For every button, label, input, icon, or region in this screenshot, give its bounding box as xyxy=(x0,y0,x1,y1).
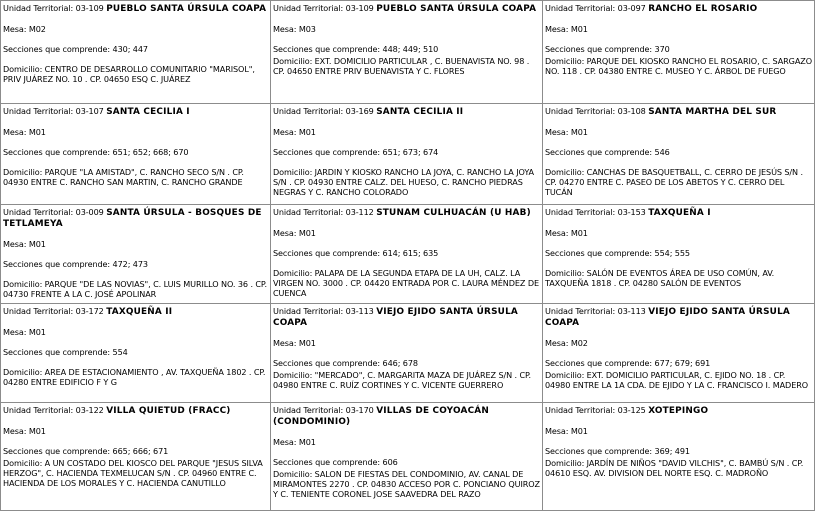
unidad-code: 03-172 xyxy=(75,306,107,316)
domicilio-value: EXT. DOMICILIO PARTICULAR, C. EJIDO NO. 18 . CP. 04980 ENTRE LA 1A CDA. DE EJIDO Y LA C. FRANCISCO I. MADERO xyxy=(545,370,808,390)
mesa-value: M01 xyxy=(28,327,46,337)
mesa-label: Mesa: xyxy=(273,437,299,447)
mesa-value: M01 xyxy=(298,338,316,348)
mesa-value: M01 xyxy=(570,127,588,137)
secciones-label: Secciones que comprende: xyxy=(545,446,655,456)
mesa xyxy=(273,228,540,238)
unidad-name: TAXQUEÑA I xyxy=(648,208,711,218)
secciones-label: Secciones que comprende: xyxy=(545,248,655,258)
domicilio-label: Domicilio: xyxy=(3,167,45,177)
mesa xyxy=(545,426,812,436)
domicilio xyxy=(273,469,540,499)
secciones-label: Secciones que comprende: xyxy=(273,147,383,157)
domicilio-value: PARQUE DEL KIOSKO RANCHO EL ROSARIO, C. SARGAZO NO. 118 . CP. 04380 ENTRE C. MUSEO Y C. ÁRBOL DE FUEGO xyxy=(545,56,812,76)
mesa-value: M02 xyxy=(28,24,46,34)
domicilio-value: EXT. DOMICILIO PARTICULAR , C. BUENAVISTA NO. 98 . CP. 04650 ENTRE PRIV BUENAVISTA Y C. FLORES xyxy=(273,56,530,76)
domicilio-value: CANCHAS DE BASQUETBALL, C. CERRO DE JESÚS S/N . CP. 04270 ENTRE C. PASEO DE LOS ABETOS Y C. CERRO DEL TUCÁN xyxy=(545,167,803,197)
secciones xyxy=(3,347,268,357)
secciones-label: Secciones que comprende: xyxy=(273,457,383,467)
mesa-label: Mesa: xyxy=(273,228,299,238)
unidad-code: 03-169 xyxy=(345,106,377,116)
polling-station-cell xyxy=(271,403,542,510)
secciones-label: Secciones que comprende: xyxy=(3,347,113,357)
secciones xyxy=(273,44,540,54)
mesa-label: Mesa: xyxy=(545,127,571,137)
domicilio xyxy=(545,56,812,76)
unidad-territorial xyxy=(3,207,268,229)
domicilio xyxy=(273,167,540,197)
secciones xyxy=(3,44,268,54)
unidad-territorial xyxy=(3,3,268,14)
unidad-label: Unidad Territorial: xyxy=(273,207,346,217)
polling-station-cell xyxy=(543,403,814,510)
secciones xyxy=(545,358,812,368)
unidad-name: VIEJO EJIDO SANTA ÚRSULA COAPA xyxy=(273,307,518,328)
unidad-label: Unidad Territorial: xyxy=(545,405,618,415)
domicilio xyxy=(545,268,812,288)
domicilio-label: Domicilio: xyxy=(273,167,315,177)
unidad-label: Unidad Territorial: xyxy=(545,3,618,13)
unidad-name: SANTA CECILIA I xyxy=(106,107,190,117)
domicilio xyxy=(3,167,268,187)
domicilio xyxy=(273,370,540,390)
unidad-name: SANTA CECILIA II xyxy=(376,107,464,117)
unidad-territorial xyxy=(273,207,540,218)
domicilio-label: Domicilio: xyxy=(273,469,315,479)
mesa-value: M01 xyxy=(28,426,46,436)
unidad-code: 03-113 xyxy=(345,306,377,316)
domicilio-value: PARQUE "LA AMISTAD", C. RANCHO SECO S/N . CP. 04930 ENTRE C. RANCHO SAN MARTIN, C. RANCHO GRANDE xyxy=(3,167,244,187)
mesa-value: M01 xyxy=(28,127,46,137)
domicilio-value: JARDIN Y KIOSKO RANCHO LA JOYA, C. RANCHO LA JOYA S/N . CP. 04930 ENTRE CALZ. DEL HUESO, C. RANCHO PIEDRAS NEGRAS Y C. RANCHO COLORADO xyxy=(273,167,534,197)
domicilio-value: "MERCADO", C. MARGARITA MAZA DE JUÁREZ S/N . CP. 04980 ENTRE C. RUÍZ CORTINES Y C. VICENTE GUERRERO xyxy=(273,370,532,390)
polling-station-cell xyxy=(543,304,814,402)
unidad-label: Unidad Territorial: xyxy=(3,306,76,316)
secciones xyxy=(273,248,540,258)
polling-station-cell xyxy=(1,205,270,303)
unidad-territorial xyxy=(273,3,540,14)
unidad-name: SANTA MARTHA DEL SUR xyxy=(648,107,777,117)
mesa-label: Mesa: xyxy=(545,24,571,34)
domicilio xyxy=(3,279,268,299)
domicilio xyxy=(3,458,268,488)
unidad-name: PUEBLO SANTA ÚRSULA COAPA xyxy=(106,4,267,14)
mesa xyxy=(3,426,268,436)
polling-station-cell xyxy=(1,403,270,510)
unidad-name: TAXQUEÑA II xyxy=(106,307,173,317)
domicilio-value: A UN COSTADO DEL KIOSCO DEL PARQUE "JESUS SILVA HERZOG", C. HACIENDA TEXMELUCAN S/N . CP. 04960 ENTRE C. HACIENDA DE LOS MORALES Y C. HACIENDA CANUTILLO xyxy=(3,458,263,488)
unidad-label: Unidad Territorial: xyxy=(3,3,76,13)
secciones-label: Secciones que comprende: xyxy=(3,147,113,157)
mesa-value: M01 xyxy=(298,437,316,447)
unidad-territorial xyxy=(3,405,268,416)
domicilio-label: Domicilio: xyxy=(545,167,587,177)
mesa-label: Mesa: xyxy=(273,127,299,137)
unidad-name: VILLA QUIETUD (FRACC) xyxy=(106,406,231,416)
secciones xyxy=(545,248,812,258)
secciones-label: Secciones que comprende: xyxy=(545,147,655,157)
polling-station-cell xyxy=(271,205,542,303)
secciones xyxy=(273,358,540,368)
mesa xyxy=(273,127,540,137)
secciones-label: Secciones que comprende: xyxy=(3,259,113,269)
domicilio-value: PALAPA DE LA SEGUNDA ETAPA DE LA UH, CALZ. LA VIRGEN NO. 3000 . CP. 04420 ENTRADA POR C. LAURA MÉNDEZ DE CUENCA xyxy=(273,268,539,298)
domicilio-label: Domicilio: xyxy=(545,458,587,468)
unidad-territorial xyxy=(273,405,540,427)
mesa xyxy=(273,24,540,34)
mesa xyxy=(273,437,540,447)
domicilio-value: PARQUE "DE LAS NOVIAS", C. LUIS MURILLO NO. 36 . CP. 04730 FRENTE A LA C. JOSÉ APOLINAR xyxy=(3,279,267,299)
secciones-label: Secciones que comprende: xyxy=(3,446,113,456)
unidad-name: VILLAS DE COYOACÁN (CONDOMINIO) xyxy=(273,406,489,427)
secciones-value: 651; 673; 674 xyxy=(382,147,439,157)
mesa-value: M01 xyxy=(570,228,588,238)
unidad-code: 03-170 xyxy=(345,405,377,415)
domicilio-value: SALON DE FIESTAS DEL CONDOMINIO, AV. CANAL DE MIRAMONTES 2270 . CP. 04830 ACCESO POR C. PONCIANO QUIROZ Y C. TENIENTE CORONEL JOSE SAAVEDRA DEL RAZO xyxy=(273,469,540,499)
unidad-territorial xyxy=(3,106,268,117)
secciones-value: 370 xyxy=(654,44,670,54)
polling-station-cell xyxy=(1,104,270,204)
secciones-value: 554; 555 xyxy=(654,248,690,258)
secciones xyxy=(273,457,540,467)
polling-station-cell xyxy=(271,104,542,204)
mesa xyxy=(3,239,268,249)
unidad-territorial xyxy=(273,106,540,117)
domicilio-label: Domicilio: xyxy=(545,56,587,66)
secciones-value: 448; 449; 510 xyxy=(382,44,439,54)
secciones-value: 665; 666; 671 xyxy=(112,446,169,456)
domicilio xyxy=(273,268,540,298)
mesa-label: Mesa: xyxy=(273,338,299,348)
secciones-label: Secciones que comprende: xyxy=(545,358,655,368)
secciones-label: Secciones que comprende: xyxy=(273,248,383,258)
secciones xyxy=(3,147,268,157)
polling-station-cell xyxy=(1,1,270,103)
mesa-label: Mesa: xyxy=(273,24,299,34)
unidad-territorial xyxy=(545,106,812,117)
mesa-label: Mesa: xyxy=(545,426,571,436)
unidad-label: Unidad Territorial: xyxy=(3,106,76,116)
unidad-name: XOTEPINGO xyxy=(648,406,709,416)
mesa-label: Mesa: xyxy=(545,228,571,238)
mesa-label: Mesa: xyxy=(3,24,29,34)
domicilio-label: Domicilio: xyxy=(273,268,315,278)
polling-station-cell xyxy=(271,304,542,402)
mesa-value: M01 xyxy=(298,127,316,137)
unidad-territorial xyxy=(545,405,812,416)
domicilio xyxy=(3,367,268,387)
unidad-name: PUEBLO SANTA ÚRSULA COAPA xyxy=(376,4,537,14)
mesa-label: Mesa: xyxy=(3,127,29,137)
secciones-label: Secciones que comprende: xyxy=(273,44,383,54)
domicilio-label: Domicilio: xyxy=(273,370,315,380)
domicilio-value: AREA DE ESTACIONAMIENTO , AV. TAXQUEÑA 1802 . CP. 04280 ENTRE EDIFICIO F Y G xyxy=(3,367,266,387)
polling-station-cell xyxy=(543,1,814,103)
secciones xyxy=(3,259,268,269)
secciones-label: Secciones que comprende: xyxy=(3,44,113,54)
polling-station-cell xyxy=(543,104,814,204)
secciones-value: 651; 652; 668; 670 xyxy=(112,147,189,157)
secciones xyxy=(545,44,812,54)
secciones xyxy=(545,147,812,157)
unidad-label: Unidad Territorial: xyxy=(273,405,346,415)
unidad-territorial xyxy=(545,3,812,14)
secciones-value: 614; 615; 635 xyxy=(382,248,439,258)
unidad-name: RANCHO EL ROSARIO xyxy=(648,4,758,14)
unidad-code: 03-097 xyxy=(617,3,649,13)
unidad-name: VIEJO EJIDO SANTA ÚRSULA COAPA xyxy=(545,307,790,328)
secciones-value: 677; 679; 691 xyxy=(654,358,711,368)
unidad-territorial xyxy=(3,306,268,317)
unidad-code: 03-153 xyxy=(617,207,649,217)
mesa-value: M02 xyxy=(570,338,588,348)
mesa-value: M01 xyxy=(298,228,316,238)
unidad-code: 03-125 xyxy=(617,405,649,415)
domicilio-value: CENTRO DE DESARROLLO COMUNITARIO "MARISOL", PRIV JUÁREZ NO. 10 . CP. 04650 ESQ C. JUÁREZ xyxy=(3,64,255,84)
domicilio-label: Domicilio: xyxy=(273,56,315,66)
secciones xyxy=(545,446,812,456)
unidad-label: Unidad Territorial: xyxy=(3,207,76,217)
unidad-code: 03-009 xyxy=(75,207,107,217)
domicilio-label: Domicilio: xyxy=(545,268,587,278)
unidad-name: STUNAM CULHUACÁN (U HAB) xyxy=(376,208,531,218)
mesa-value: M01 xyxy=(570,426,588,436)
secciones-label: Secciones que comprende: xyxy=(273,358,383,368)
unidad-label: Unidad Territorial: xyxy=(273,306,346,316)
mesa xyxy=(3,127,268,137)
mesa xyxy=(3,24,268,34)
unidad-code: 03-112 xyxy=(345,207,377,217)
unidad-name: SANTA ÚRSULA - BOSQUES DE TETLAMEYA xyxy=(3,208,262,229)
domicilio xyxy=(273,56,540,76)
unidad-territorial xyxy=(273,306,540,328)
unidad-code: 03-108 xyxy=(617,106,649,116)
mesa-label: Mesa: xyxy=(545,338,571,348)
domicilio-label: Domicilio: xyxy=(3,279,45,289)
mesa-value: M01 xyxy=(28,239,46,249)
mesa-value: M01 xyxy=(570,24,588,34)
secciones-value: 606 xyxy=(382,457,398,467)
unidad-label: Unidad Territorial: xyxy=(545,306,618,316)
secciones-value: 646; 678 xyxy=(382,358,418,368)
secciones xyxy=(3,446,268,456)
secciones-label: Secciones que comprende: xyxy=(545,44,655,54)
polling-station-cell xyxy=(271,1,542,103)
unidad-label: Unidad Territorial: xyxy=(273,3,346,13)
unidad-code: 03-122 xyxy=(75,405,107,415)
secciones-value: 546 xyxy=(654,147,670,157)
domicilio-label: Domicilio: xyxy=(3,367,45,377)
secciones-value: 369; 491 xyxy=(654,446,690,456)
mesa-label: Mesa: xyxy=(3,239,29,249)
unidad-territorial xyxy=(545,207,812,218)
domicilio-label: Domicilio: xyxy=(3,64,45,74)
mesa-label: Mesa: xyxy=(3,327,29,337)
unidad-code: 03-109 xyxy=(345,3,377,13)
mesa xyxy=(3,327,268,337)
unidad-code: 03-107 xyxy=(75,106,107,116)
domicilio-value: SALÓN DE EVENTOS ÁREA DE USO COMÚN, AV. TAXQUEÑA 1818 . CP. 04280 SALÓN DE EVENTOS xyxy=(545,268,775,288)
secciones-value: 472; 473 xyxy=(112,259,148,269)
mesa xyxy=(545,127,812,137)
unidad-territorial xyxy=(545,306,812,328)
mesa xyxy=(545,338,812,348)
unidad-label: Unidad Territorial: xyxy=(545,207,618,217)
mesa xyxy=(545,24,812,34)
domicilio xyxy=(3,64,268,84)
domicilio xyxy=(545,370,812,390)
unidad-label: Unidad Territorial: xyxy=(545,106,618,116)
mesa-value: M03 xyxy=(298,24,316,34)
mesa-label: Mesa: xyxy=(3,426,29,436)
unidad-label: Unidad Territorial: xyxy=(3,405,76,415)
secciones-value: 554 xyxy=(112,347,128,357)
unidad-code: 03-109 xyxy=(75,3,107,13)
unidad-label: Unidad Territorial: xyxy=(273,106,346,116)
domicilio-label: Domicilio: xyxy=(3,458,45,468)
polling-station-cell xyxy=(543,205,814,303)
secciones xyxy=(273,147,540,157)
domicilio-label: Domicilio: xyxy=(545,370,587,380)
secciones-value: 430; 447 xyxy=(112,44,148,54)
domicilio-value: JARDÍN DE NIÑOS "DAVID VILCHIS", C. BAMBÚ S/N . CP. 04610 ESQ. AV. DIVISION DEL NORTE ESQ. C. MADROÑO xyxy=(545,458,804,478)
mesa xyxy=(545,228,812,238)
domicilio xyxy=(545,458,812,478)
domicilio xyxy=(545,167,812,197)
mesa xyxy=(273,338,540,348)
polling-station-cell xyxy=(1,304,270,402)
unidad-code: 03-113 xyxy=(617,306,649,316)
